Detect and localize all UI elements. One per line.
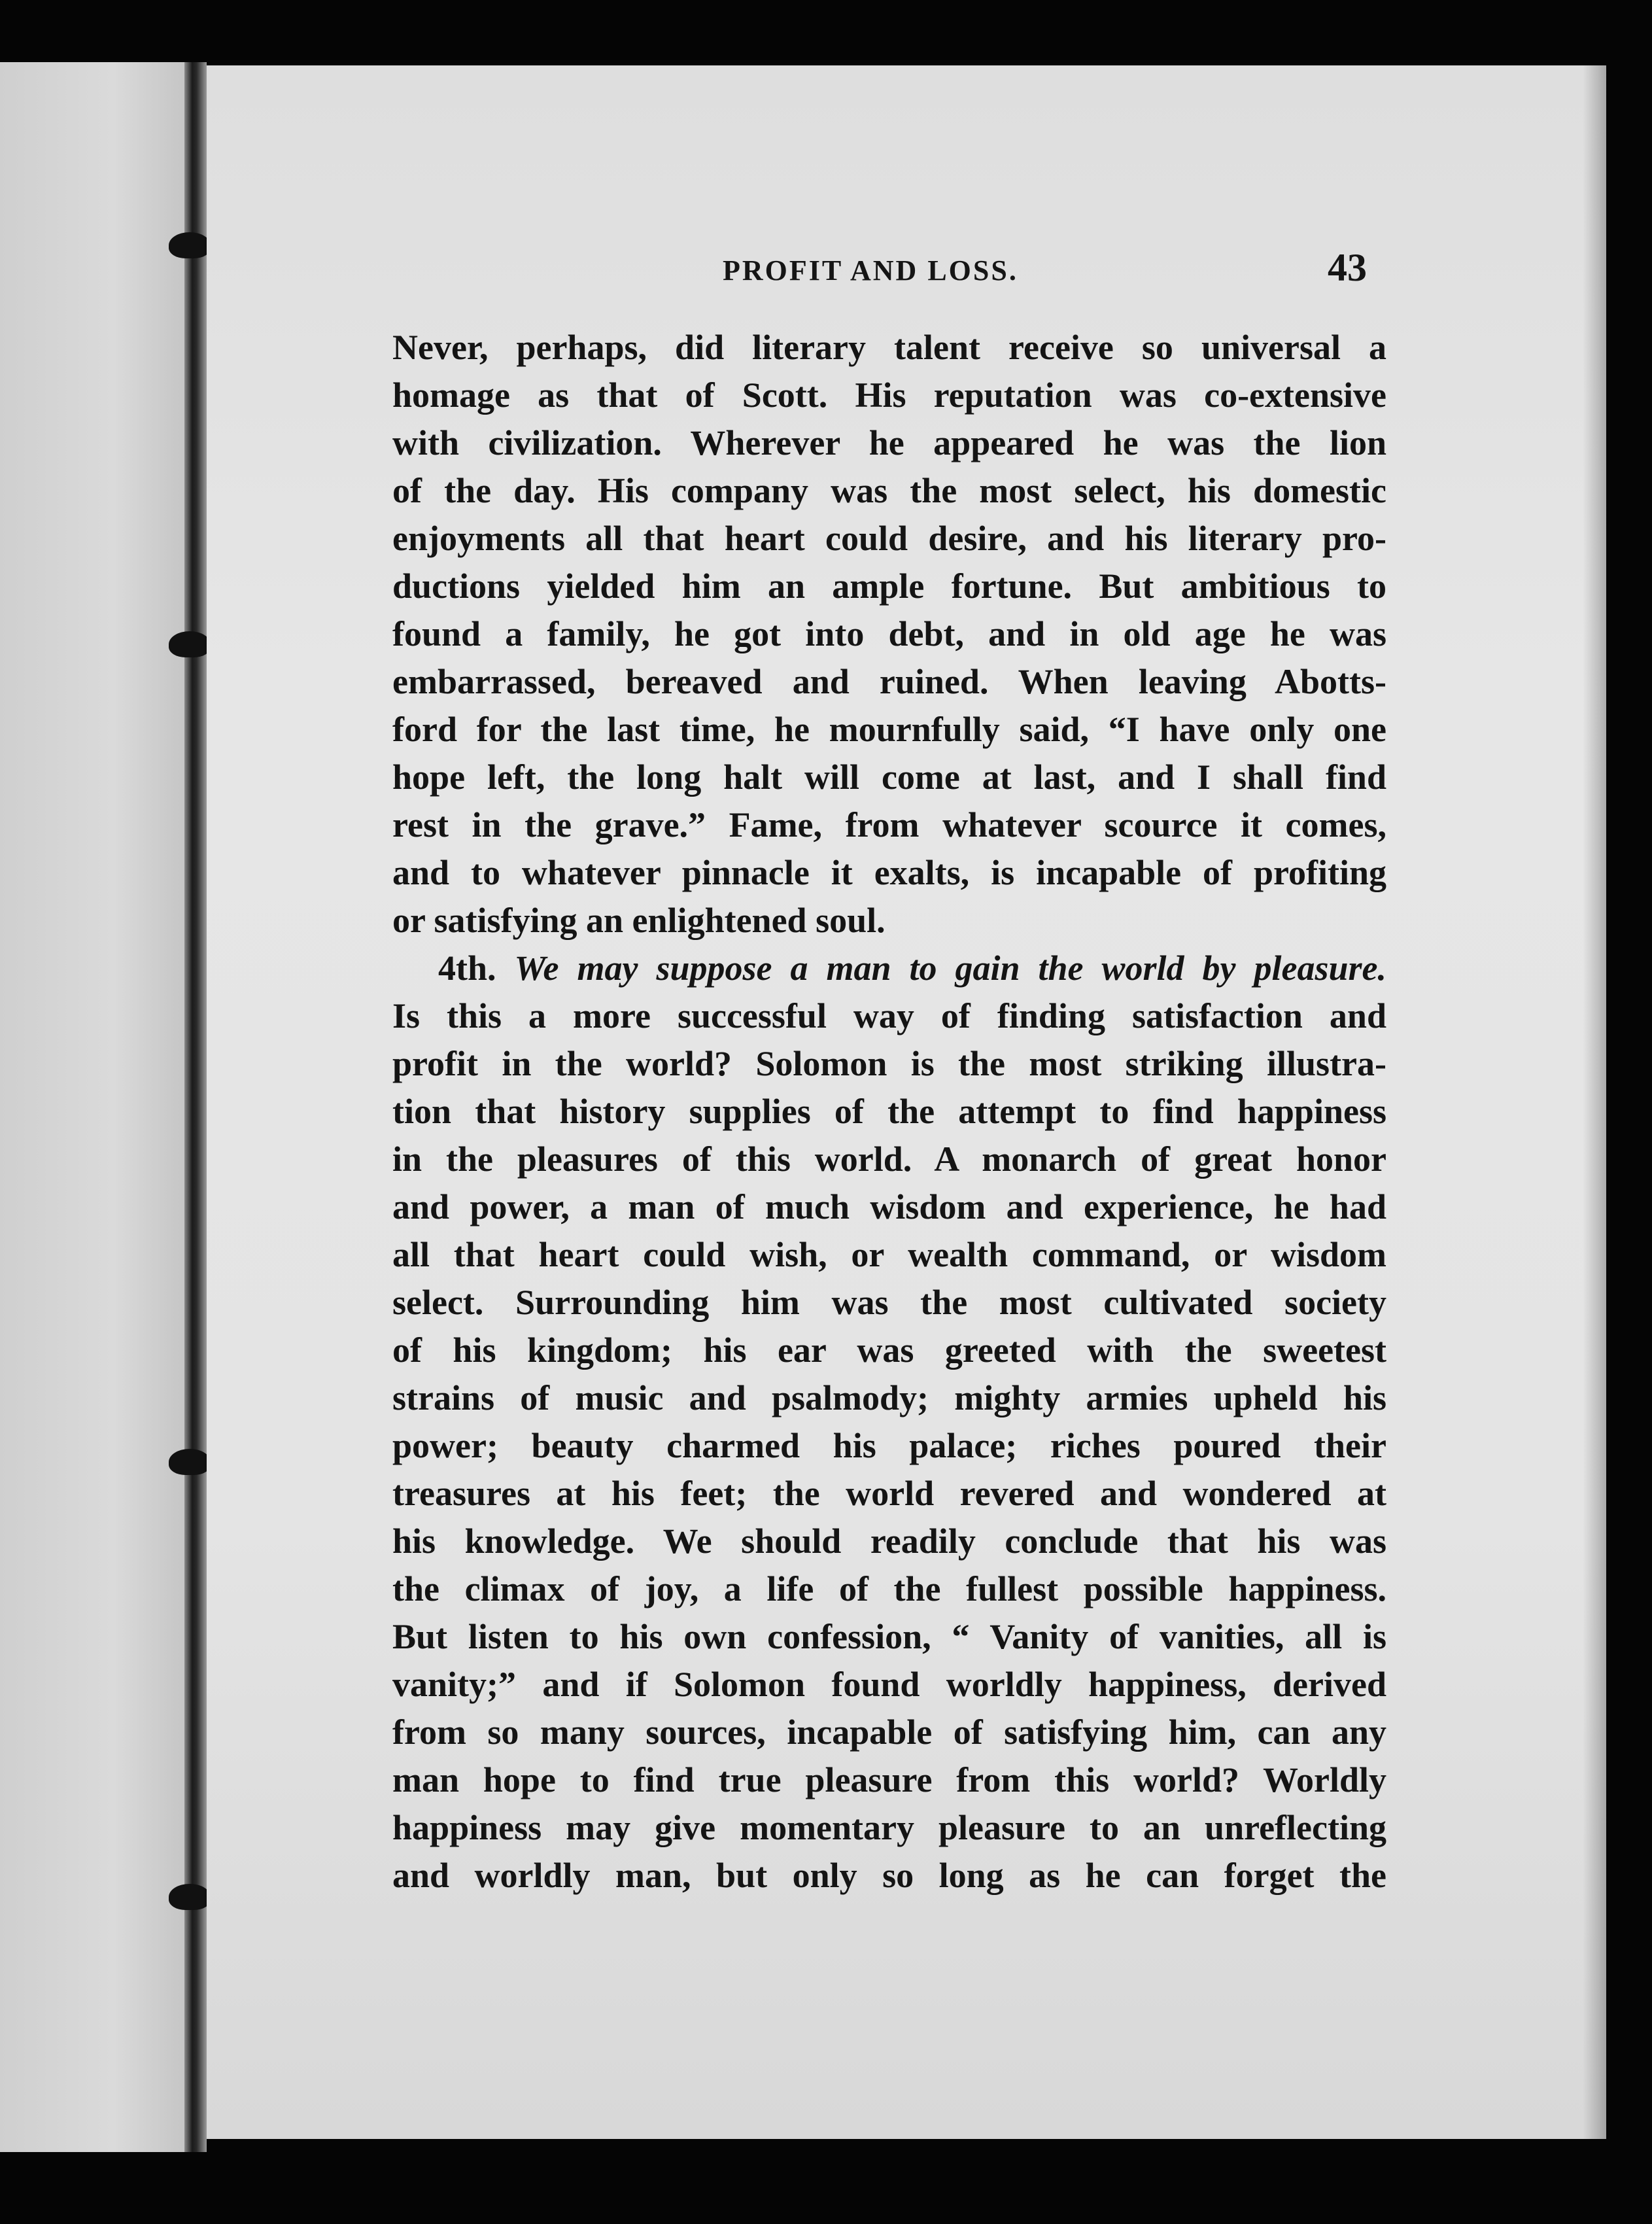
book-gutter <box>184 62 207 2152</box>
text-line: profit in the world? Solomon is the most striking illustra- <box>392 1044 1386 1083</box>
text-line: But listen to his own confession, “ Vanity of vanities, all is <box>392 1617 1386 1656</box>
binding-stitch <box>169 1449 211 1475</box>
text-line: of the day. His company was the most select, his domestic <box>392 471 1386 510</box>
body-text <box>392 324 1386 1900</box>
text-line: strains of music and psalmody; mighty armies upheld his <box>392 1378 1386 1417</box>
text-line: happiness may give momentary pleasure to an unreflecting <box>392 1808 1386 1847</box>
text-line: or satisfying an enlightened soul. <box>392 901 886 940</box>
page-edge-shadow <box>1583 65 1606 2139</box>
text-line: embarrassed, bereaved and ruined. When leaving Abotts- <box>392 662 1386 701</box>
text-line: Is this a more successful way of finding satisfaction and <box>392 996 1386 1035</box>
text-line: power; beauty charmed his palace; riches poured their <box>392 1426 1386 1465</box>
text-line: of his kingdom; his ear was greeted with the sweetest <box>392 1330 1386 1370</box>
text-line: Never, perhaps, did literary talent receive so universal a <box>392 328 1386 367</box>
text-line: from so many sources, incapable of satisfying him, can any <box>392 1712 1386 1752</box>
paragraph-2 <box>392 945 1386 1900</box>
text-line <box>392 945 1386 992</box>
page-number: 43 <box>1328 246 1367 289</box>
running-head: PROFIT AND LOSS. <box>723 254 1018 287</box>
binding-stitch <box>169 232 211 258</box>
paragraph-lead: 4th. <box>438 948 496 988</box>
text-line: select. Surrounding him was the most cultivated society <box>392 1283 1386 1322</box>
text-line: treasures at his feet; the world revered and wondered at <box>392 1474 1386 1513</box>
binding-stitch <box>169 631 211 657</box>
text-line: tion that history supplies of the attempt to find happiness <box>392 1092 1386 1131</box>
binding-stitch <box>169 1884 211 1910</box>
text-line: with civilization. Wherever he appeared he was the lion <box>392 423 1386 462</box>
text-line: enjoyments all that heart could desire, and his literary pro- <box>392 519 1386 558</box>
text-line: found a family, he got into debt, and in old age he was <box>392 614 1386 653</box>
text-line: hope left, the long halt will come at last, and I shall find <box>392 757 1386 797</box>
paragraph-1 <box>392 324 1386 945</box>
text-line: his knowledge. We should readily conclude that his was <box>392 1521 1386 1561</box>
text-line: and to whatever pinnacle it exalts, is incapable of profiting <box>392 853 1386 892</box>
italic-proposition: We may suppose a man to gain the world by pleasure. <box>514 948 1386 988</box>
text-line: the climax of joy, a life of the fullest possible happiness. <box>392 1569 1386 1608</box>
text-line: man hope to find true pleasure from this world? Worldly <box>392 1760 1386 1799</box>
text-line: rest in the grave.” Fame, from whatever scource it comes, <box>392 805 1386 844</box>
text-line: homage as that of Scott. His reputation was co-extensive <box>392 375 1386 415</box>
text-line: in the pleasures of this world. A monarch of great honor <box>392 1139 1386 1179</box>
text-line: ford for the last time, he mournfully said, “I have only one <box>392 710 1386 749</box>
text-line: and worldly man, but only so long as he can forget the <box>392 1856 1386 1895</box>
text-line: vanity;” and if Solomon found worldly happiness, derived <box>392 1665 1386 1704</box>
text-line: ductions yielded him an ample fortune. But ambitious to <box>392 566 1386 606</box>
text-line: and power, a man of much wisdom and experience, he had <box>392 1187 1386 1226</box>
text-line: all that heart could wish, or wealth command, or wisdom <box>392 1235 1386 1274</box>
facing-page-edge <box>0 62 190 2152</box>
